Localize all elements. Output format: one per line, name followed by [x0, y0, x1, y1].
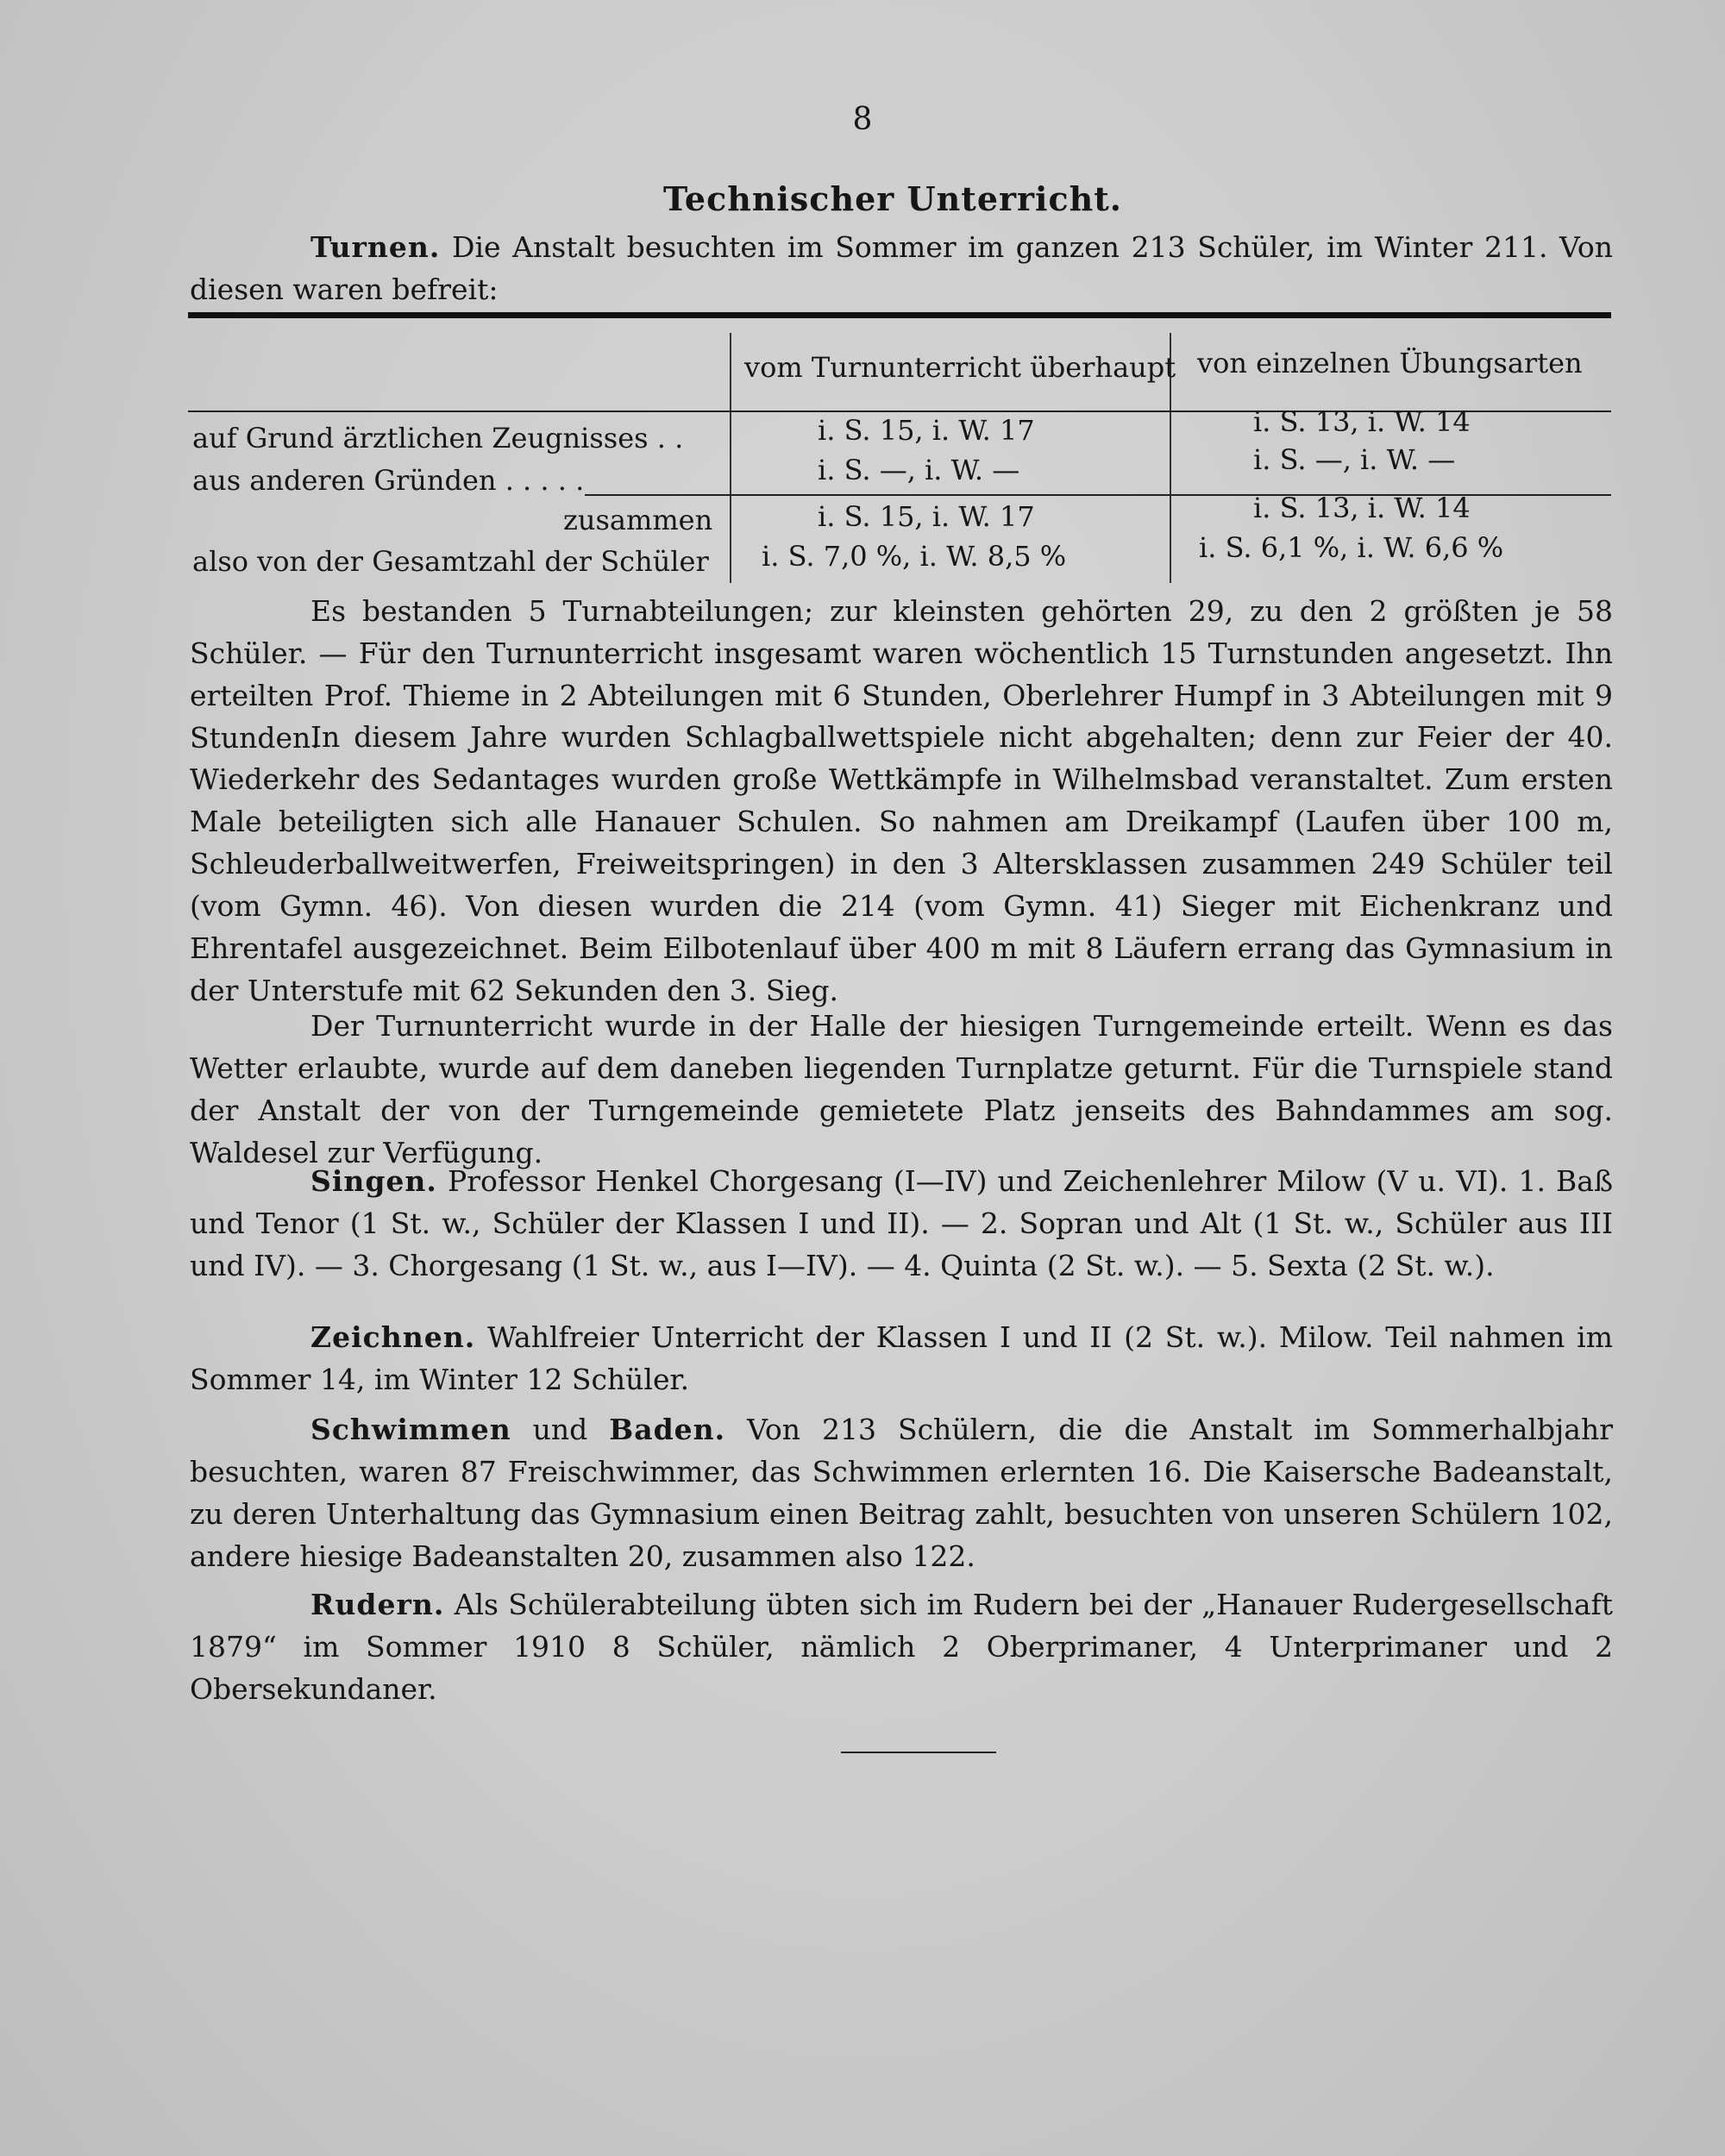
- column-header-partial: von einzelnen Übungsarten: [1197, 347, 1583, 379]
- zeichnen-paragraph: [190, 1316, 1613, 1401]
- rudern-lead: Rudern.: [310, 1588, 445, 1621]
- column-header-overall: vom Turnunterricht überhaupt: [744, 351, 1176, 384]
- turnen-lead: Turnen.: [310, 230, 441, 264]
- baden-lead: Baden.: [609, 1413, 726, 1446]
- end-rule: [841, 1752, 996, 1753]
- zeichnen-text: Wahlfreier Unterricht der Klassen I und II (2 St. w.). Milow. Teil nahmen im Sommer 14, im Winter 12 Schüler.: [190, 1320, 1613, 1396]
- turnen-intro-paragraph: [190, 226, 1613, 310]
- row-label: aus anderen Gründen . . . . .: [192, 464, 585, 497]
- rudern-text: Als Schülerabteilung übten sich im Rudern bei der „Hanauer Rudergesellschaft 1879“ im Sommer 1910 8 Schüler, nämlich 2 Oberprimaner, 4 Unterprimaner und 2 Obersekundaner.: [190, 1588, 1613, 1706]
- schwimmen-conjunction: und: [532, 1413, 588, 1446]
- row-value-partial: i. S. 13, i. W. 14: [1253, 492, 1471, 524]
- section-heading: Technischer Unterricht.: [662, 179, 1123, 218]
- rudern-paragraph: [190, 1583, 1613, 1710]
- singen-lead: Singen.: [310, 1164, 437, 1198]
- table-divider-1: [730, 333, 731, 583]
- turnen-paragraph-2: In diesem Jahre wurden Schlagballwettspiele nicht abgehalten; denn zur Feier der 40. Wiederkehr des Sedantages wurden große Wettkämpfe in Wilhelmsbad veranstaltet. Zum ersten Male beteiligten sich alle Hanauer Schulen. So nahmen am Dreikampf (Laufen über 100 m, Schleuderballweitwerfen, Freiweitspringen) in den 3 Altersklassen zusammen 249 Schüler teil (vom Gymn. 46). Von diesen wurden die 214 (vom Gymn. 41) Sieger mit Eichenkranz und Ehrentafel ausgezeichnet. Beim Eilbotenlauf über 400 m mit 8 Läufern errang das Gymnasium in der Unterstufe mit 62 Sekunden den 3. Sieg.: [190, 720, 1613, 1007]
- row-value-overall: i. S. 15, i. W. 17: [818, 414, 1035, 447]
- zeichnen-lead: Zeichnen.: [310, 1320, 476, 1354]
- row-label: also von der Gesamtzahl der Schüler: [192, 545, 709, 578]
- row-value-partial: i. S. —, i. W. —: [1253, 443, 1456, 476]
- row-value-partial: i. S. 6,1 %, i. W. 6,6 %: [1199, 531, 1504, 564]
- row-value-overall: i. S. —, i. W. —: [818, 454, 1020, 486]
- schwimmen-lead: Schwimmen: [310, 1413, 511, 1446]
- table-top-rule: [188, 312, 1611, 318]
- row-value-partial: i. S. 13, i. W. 14: [1253, 405, 1471, 438]
- turnen-intro-text: Die Anstalt besuchten im Sommer im ganzen 213 Schüler, im Winter 211. Von diesen waren befreit:: [190, 230, 1613, 306]
- page-number: 8: [852, 102, 873, 137]
- turnen-paragraph-3: Der Turnunterricht wurde in der Halle der hiesigen Turngemeinde erteilt. Wenn es das Wetter erlaubte, wurde auf dem daneben liegenden Turnplatze geturnt. Für die Turnspiele stand der Anstalt der von der Turngemeinde gemietete Platz jenseits des Bahndammes am sog. Waldesel zur Verfügung.: [190, 1009, 1613, 1169]
- row-value-overall: i. S. 7,0 %, i. W. 8,5 %: [762, 540, 1067, 573]
- turnen-paragraph-1: Es bestanden 5 Turnabteilungen; zur kleinsten gehörten 29, zu den 2 größten je 58 Schüler. — Für den Turnunterricht insgesamt waren wöchentlich 15 Turnstunden angesetzt. Ihn erteilten Prof. Thieme in 2 Abteilungen mit 6 Stunden, Oberlehrer Humpf in 3 Abteilungen mit 9 Stunden.: [190, 594, 1613, 755]
- row-value-overall: i. S. 15, i. W. 17: [818, 500, 1035, 533]
- singen-paragraph: [190, 1160, 1613, 1287]
- row-label: zusammen: [563, 504, 713, 536]
- singen-text: Professor Henkel Chorgesang (I—IV) und Zeichenlehrer Milow (V u. VI). 1. Baß und Tenor (1 St. w., Schüler der Klassen I und II). — 2. Sopran und Alt (1 St. w., Schüler aus III und IV). — 3. Chorgesang (1 St. w., aus I—IV). — 4. Quinta (2 St. w.). — 5. Sexta (2 St. w.).: [190, 1164, 1613, 1282]
- schwimmen-text: Von 213 Schülern, die die Anstalt im Sommerhalbjahr besuchten, waren 87 Freischwimmer, das Schwimmen erlernten 16. Die Kaisersche Badeanstalt, zu deren Unterhaltung das Gymnasium einen Beitrag zahlt, besuchten von unseren Schülern 102, andere hiesige Badeanstalten 20, zusammen also 122.: [190, 1413, 1613, 1573]
- schwimmen-paragraph: [190, 1408, 1613, 1577]
- row-label: auf Grund ärztlichen Zeugnisses . .: [192, 422, 684, 454]
